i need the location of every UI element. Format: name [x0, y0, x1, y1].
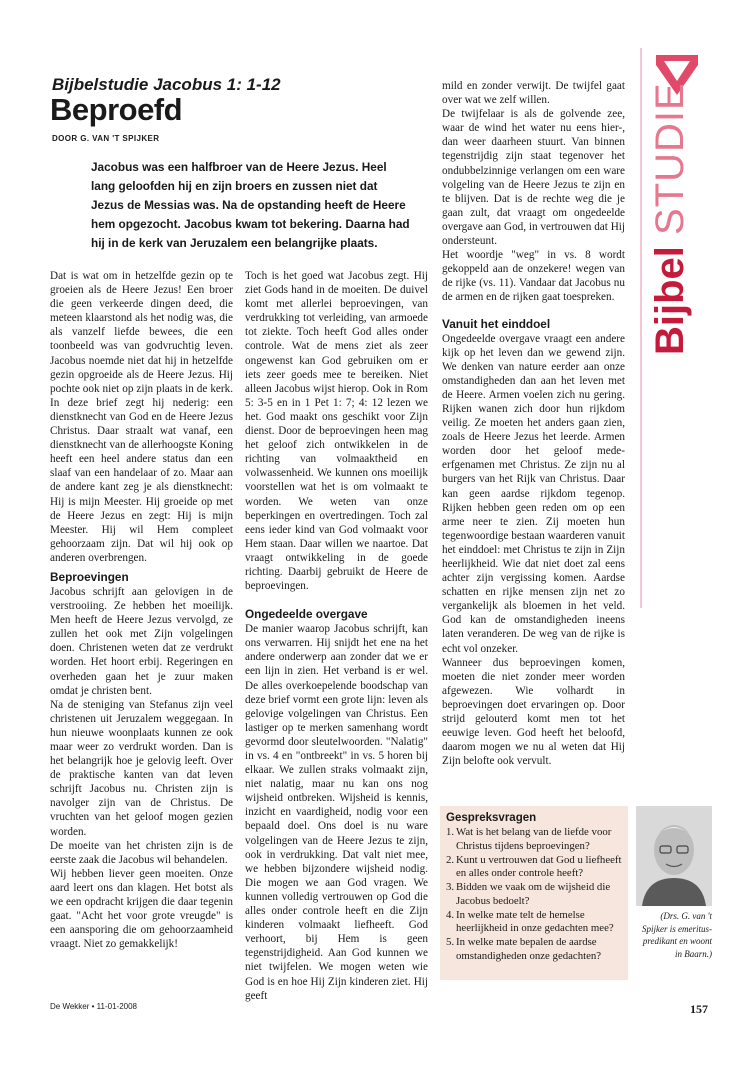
- byline-author: G. VAN 'T SPIJKER: [80, 134, 160, 143]
- column-3: [442, 79, 625, 768]
- article-title: Beproefd: [50, 92, 183, 127]
- author-photo: [636, 806, 712, 906]
- sidebar-rule: [640, 48, 642, 608]
- intro-paragraph: Jacobus was een halfbroer van de Heere Jezus. Heel lang geloofden hij en zijn broers en zussen niet dat Jezus de Messias was. Na de opstanding heeft de Heere hem opgezocht. Jacobus kwam tot bekering. Daarna had hij in de kerk van Jeruzalem een belangrijke plaats.: [91, 160, 410, 250]
- paragraph: Jacobus schrijft aan gelovigen in de verstrooiing. Ze hebben het moeilijk. Men heeft de Heere Jezus vervolgd, ze zullen het ook met Zijn volgelingen doen. Christenen weten dat ze verdrukt worden. Het hoort erbij. Regeringen en overheden gaan het je zuur maken omdat je christen bent.: [50, 585, 233, 697]
- section-label-bijbel: Bijbel: [648, 246, 692, 355]
- paragraph: Wij hebben liever geen moeiten. Onze aard leert ons dan klagen. Het botst als we een opdracht krijgen die daar tegenin gaat. "Acht het voor grote vreugde" is een aansporing die om gehoorzaamheid vraagt. Niet zo gemakkelijk!: [50, 867, 233, 951]
- question-number: 3.: [446, 881, 455, 893]
- question-item: [446, 881, 622, 908]
- paragraph: De moeite van het christen zijn is de eerste zaak die Jacobus wil behandelen.: [50, 839, 233, 866]
- column-1: [50, 269, 233, 951]
- paragraph: Toch is het goed wat Jacobus zegt. Hij ziet Gods hand in de moeiten. De duivel komt met allerlei beproevingen, van verdrukking tot verleiding, van armoede tot ziekte. Toch heeft God alles onder controle. Wat de mens ziet als zeer ongewenst kan God gebruiken om er iets zeer goeds mee te bereiken. Niet alleen Jacobus wijst hierop. Ook in Rom 5: 3-5 en in 1 Pet 1: 7; 4: 12 lezen we het. God maakt ons geschikt voor Zijn dienst. Door de beproevingen heen mag het geloof zich ontwikkelen in de richting van volmaaktheid en volwassenheid. We kunnen ons moeilijk voorstellen wat het is om volmaakt te worden. We weten van onze beperkingen en overtredingen. Toch zal eens ieder kind van God volmaakt voor Hem staan. Daar willen we naartoe. Dat vraagt ontwikkeling in de goede richting. Daarbij gebruikt de Heere de beproevingen.: [245, 270, 428, 593]
- footer-publication: De Wekker • 11-01-2008: [50, 1002, 137, 1011]
- subheading-ongedeelde-overgave: Ongedeelde overgave: [245, 607, 368, 622]
- author-caption: (Drs. G. van 't Spijker is emeritus-predikant en woont in Baarn.): [642, 911, 712, 959]
- paragraph: De manier waarop Jacobus schrijft, kan ons verwarren. Hij snijdt het ene na het andere onderwerp aan zonder dat we er een lijn in zien. Het verband is er wel. De alles overkoepelende boodschap van deze brief vormt een grote lijn: leven als gelovige volgelingen van Christus. Een lastiger op te merken samenhang wordt gevormd door sleutelwoorden. "Nalatig" in vs. 4 en "ontbreekt" in vs. 5 horen bij elkaar. We zullen straks volmaakt zijn, niet nalatig, maar nu kan ons nog wijsheid ontbreken. Wijsheid is kennis, inzicht en vaardigheid, nodig voor een bepaald doel. Ons doel is nu ware volgelingen van de Heere Jezus te zijn, ook in verdrukking. Dat valt niet mee, we hebben bijzondere wijsheid nodig. Die mogen we aan God vragen. We kunnen volledig vertrouwen op God die alles onder controle heeft en die Zijn kinderen volmaakt liefheeft. God verhoort, bij Hem is geen tegenstrijdigheid. Aan God kunnen we niet twijfelen. We mogen weten wie God is en hoe Hij Zijn kinderen ziet. Hij geeft: [245, 623, 428, 1002]
- question-item: [446, 936, 622, 963]
- question-text: In welke mate bepalen de aardse omstandigheden onze gedachten?: [456, 936, 602, 962]
- question-item: [446, 909, 622, 936]
- byline-prefix: DOOR: [52, 134, 78, 143]
- question-number: 1.: [446, 826, 455, 838]
- subheading-vanuit-het-einddoel: Vanuit het einddoel: [442, 316, 551, 331]
- question-text: Kunt u vertrouwen dat God u liefheeft en alles onder controle heeft?: [456, 853, 622, 879]
- paragraph: Ongedeelde overgave vraagt een andere kijk op het leven dan we gewend zijn. We denken van nature eerder aan onze omstandigheden dan aan het leven met de Heere. Armen voelen zich nu gering. Rijken wanen zich door hun rijkdom veilig. Ze moeten het anders gaan zien, zoals de Heere Jezus het leerde. Armen worden door het geloof mede-erfgenamen met Christus. Ze zijn nu al burgers van het Rijk van Christus. Daar kan geen aardse rijkdom tegenop. Rijken hebben geen reden om op een arme neer te zien. Zij moeten hun tegenwoordige bestaan waarderen vanuit het einddoel: met Christus te zijn in Zijn heerlijkheid. Wie dat niet doet zal eens achter zijn vergissing komen. Aardse schatten en rijke mensen zijn net zo vergankelijk als bloemen in het veld. God kan de omstandigheden ineens laten veranderen. De weg van de rijke is echt vol onzeker.: [442, 332, 625, 655]
- column-2: [245, 269, 428, 1003]
- series-title: Bijbelstudie Jacobus 1: 1-12: [52, 75, 281, 94]
- questions-title: Gespreksvragen: [446, 812, 537, 824]
- paragraph: mild en zonder verwijt. De twijfel gaat over wat we zelf willen.: [442, 80, 625, 107]
- question-number: 5.: [446, 936, 455, 948]
- question-text: In welke mate telt de hemelse heerlijkheid in onze gedachten mee?: [456, 908, 614, 934]
- paragraph: Na de steniging van Stefanus zijn veel christenen uit Jeruzalem weggegaan. In hun nieuwe woonplaats kunnen ze ook maar weer zo verdrukt worden. Dan is het belangrijk hoe je gelovig leeft. Over de praktische kanten van dat leven schrijft Jacobus nu. Christen zijn is navolger zijn van de Christus. De vruchten van het geloof mogen gezien worden.: [50, 698, 233, 838]
- question-item: [446, 854, 622, 881]
- paragraph: Wanneer dus beproevingen komen, moeten die niet zonder meer worden afgewezen. Wie volhardt in beproevingen doet ervaringen op. Door strijd gelouterd komt men tot het eeuwige leven. God heeft het beloofd, daarom mogen we nu al weten dat Hij Zijn belofte ook vervult.: [442, 656, 625, 768]
- discussion-questions-box: [440, 806, 628, 980]
- question-number: 4.: [446, 908, 455, 921]
- section-label: [648, 82, 693, 355]
- byline: [52, 134, 159, 143]
- question-number: 2.: [446, 853, 455, 866]
- question-item: [446, 826, 622, 853]
- paragraph: Dat is wat om in hetzelfde gezin op te groeien als de Heere Jezus! Een broer die geen verkeerde dingen deed, die meteen klaarstond als het nodig was, die als vanzelf liefde bewees, die een toonbeeld was van godvruchtig leven. Jacobus noemde niet dat hij in hetzelfde gezin opgroeide als de Heere Jezus. Hij pochte ook niet op zijn plaats in de kerk. In deze brief zegt hij nederig: een dienstknecht van God en de Heere Jezus Christus. Daar straalt wat vanaf, een dienstknecht van de allerhoogste Koning heeft een heel andere status dan een slaaf van een handelaar of zo. Maar aan de andere kant zeg je als dienstknecht: Hij is mijn Meester. Hij groeide op met de Heere Jezus en zegt: Hij is mijn Meester. Hij wil Hem compleet gehoorzaam zijn. Dat wil hij ook op anderen overbrengen.: [50, 270, 233, 564]
- section-label-studie: STUDIE: [648, 82, 692, 235]
- page-number: 157: [690, 1002, 708, 1016]
- paragraph: De twijfelaar is als de golvende zee, waar de wind het water nu eens hier-, dan weer daarheen stuurt. Van binnen tegenstrijdig zijn staat tegenover het ondubbelzinnige verlangen om een ware volgeling van de Heere Jezus te zijn en te blijven. Dat is de rechte weg die je gaan zult, dat vraagt om ongedeelde overgave aan God, in vertrouwen dat Hij ondersteunt.: [442, 108, 625, 248]
- question-text: Wat is het belang van de liefde voor Christus tijdens beproevingen?: [456, 826, 612, 852]
- question-text: Bidden we vaak om de wijsheid die Jacobus bedoelt?: [456, 881, 611, 907]
- subheading-beproevingen: Beproevingen: [50, 569, 129, 584]
- questions-list: [446, 826, 622, 963]
- paragraph: Het woordje "weg" in vs. 8 wordt gekoppeld aan de onzekere! wegen van de rijke (vs. 11). Vandaar dat Jacobus nu de armen en de rijken gaat toespreken.: [442, 249, 625, 304]
